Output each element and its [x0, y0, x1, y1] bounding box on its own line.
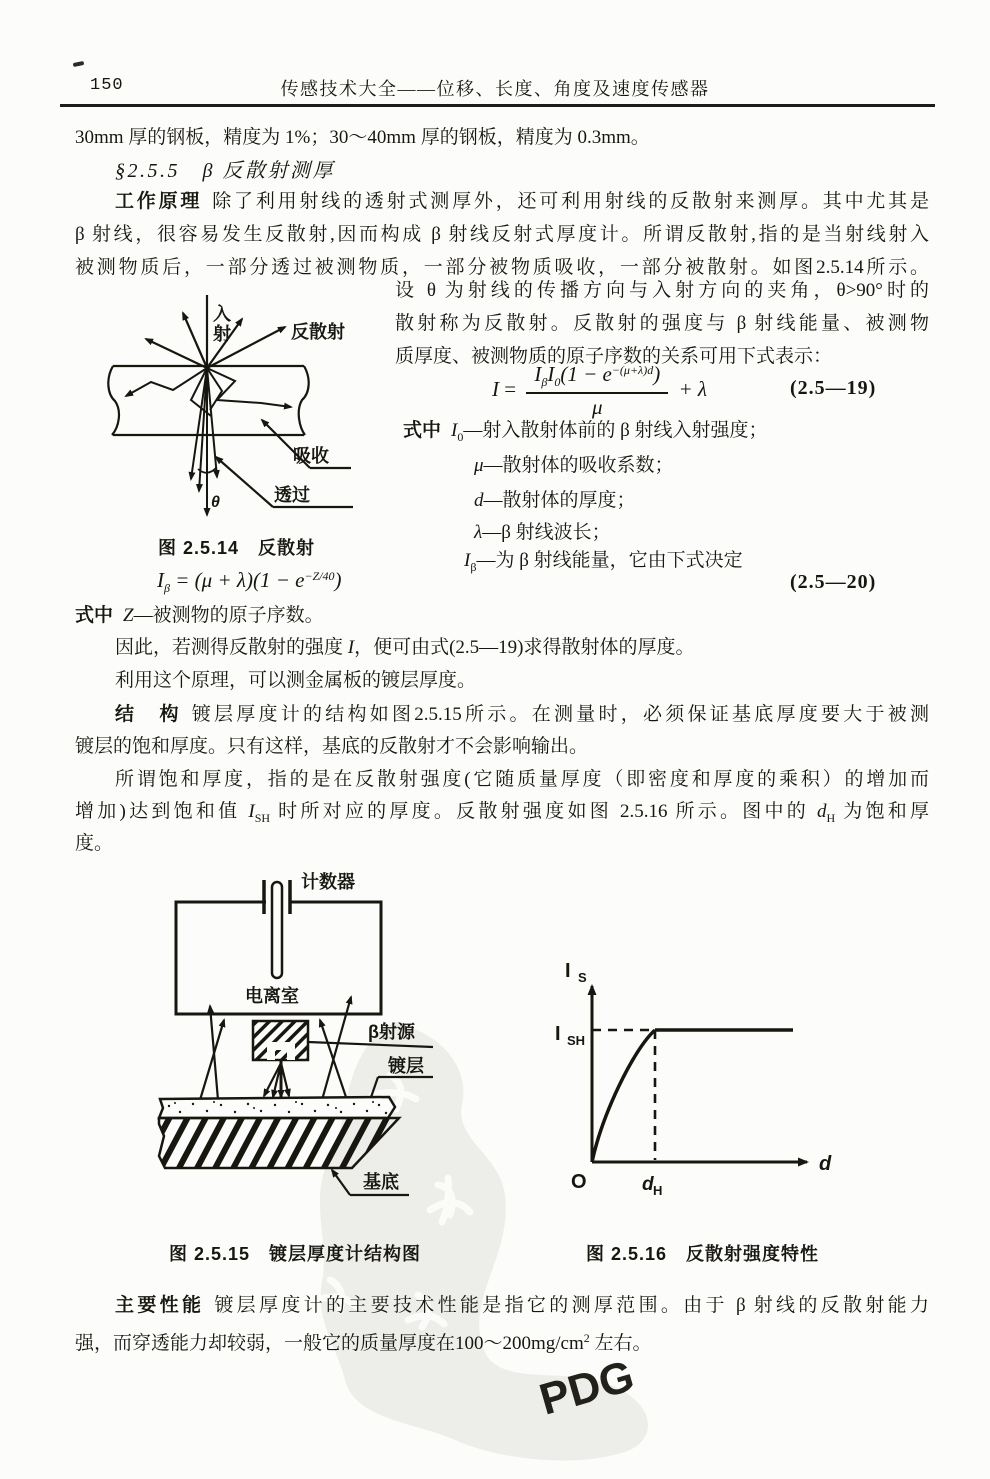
- coating-label: 镀层: [388, 1056, 424, 1076]
- backscatter-label: 反散射: [291, 322, 345, 342]
- paragraph-conclusion: 因此，若测得反散射的强度 I，便可由式(2.5—19)求得散射体的厚度。: [115, 637, 695, 658]
- equation-20-number: (2.5—20): [790, 571, 877, 593]
- eq19-tail: + λ: [678, 376, 708, 401]
- source-leader-line: [308, 1042, 433, 1047]
- source-label: β射源: [368, 1022, 415, 1042]
- x-axis-label: d: [819, 1153, 832, 1175]
- intro-line: 30mm 厚的钢板，精度为 1%；30～40mm 厚的钢板，精度为 0.3mm。: [75, 127, 650, 148]
- paragraph-saturation-line3: 度。: [75, 833, 114, 854]
- work-text1: 除了利用射线的透射式测厚外，还可利用射线的反散射来测厚。其中尤其是: [212, 191, 929, 212]
- paragraph-work-line2: β 射线，很容易发生反散射,因而构成 β 射线反射式厚度计。所谓反散射,指的是当射线射入: [75, 224, 929, 245]
- dh-tick-sub: H: [653, 1183, 663, 1198]
- figure-2-5-14-caption: 图 2.5.14 反散射: [158, 538, 316, 558]
- header-rule: [60, 104, 935, 107]
- is-axis-label: I: [565, 960, 571, 982]
- figure-2-5-16: [545, 950, 935, 1200]
- chamber-label: 电离室: [245, 986, 299, 1006]
- right-col-line2: 散射称为反散射。反散射的强度与 β 射线能量、被测物: [395, 313, 929, 334]
- performance-lead: 主要性能: [115, 1295, 205, 1316]
- source-beam-fan: [264, 1063, 289, 1097]
- theta-label: θ: [211, 494, 220, 511]
- figure-2-5-14: [95, 288, 375, 533]
- paragraph-work-line3: 被测物质后，一部分透过被测物质，一部分被物质吸收，一部分被散射。如图2.5.14所示。: [75, 257, 929, 278]
- def-mu: μ—散射体的吸收系数；: [474, 455, 674, 476]
- paragraph-performance-line2: 强，而穿透能力却较弱，一般它的质量厚度在$100\sim 200mg/cm^2$ 左右。: [75, 1331, 652, 1354]
- absorb-label: 吸收: [293, 446, 329, 466]
- ish-level-sub: SH: [567, 1033, 586, 1048]
- beta-source-block: [253, 1021, 308, 1060]
- section-heading: §2.5.5 β 反散射测厚: [115, 160, 335, 182]
- figure-2-5-15-caption: 图 2.5.15 镀层厚度计结构图: [169, 1244, 422, 1264]
- def-i0: 式中 $I_0—$射入散射体前的 β 射线入射强度；: [403, 420, 768, 444]
- def-ibeta: $I_\beta—$为 β 射线能量，它由下式决定: [464, 550, 743, 574]
- ish-level-label: I: [555, 1023, 561, 1045]
- incident-label-2: 射: [213, 324, 231, 344]
- page-number: 150: [90, 76, 124, 95]
- eq19-numerator: $I_\beta I_0(1 - e^{-(\mu+\lambda)d})$: [526, 362, 668, 394]
- right-col-line1: 设 θ 为射线的传播方向与入射方向的夹角，θ>90°时的: [395, 280, 929, 301]
- structure-lead: 结 构: [115, 704, 182, 725]
- dh-tick-label: d: [642, 1174, 654, 1195]
- paragraph-structure-line2: 镀层的饱和厚度。只有这样，基底的反散射才不会影响输出。: [75, 736, 589, 757]
- eq19-lhs: I: [492, 376, 499, 401]
- def-d: d—散射体的厚度；: [474, 490, 636, 511]
- counter-label: 计数器: [301, 872, 355, 892]
- eq19-denominator: μ: [592, 395, 603, 419]
- def-lambda: λ—β 射线波长；: [474, 522, 611, 543]
- running-title: 传感技术大全——位移、长度、角度及速度传感器: [280, 79, 710, 99]
- paragraph-principle-use: 利用这个原理，可以测金属板的镀层厚度。: [115, 670, 477, 691]
- equation-19: [492, 362, 707, 420]
- paragraph-performance-line1: 主要性能 镀层厚度计的主要技术性能是指它的测厚范围。由于 β 射线的反散射能力: [115, 1295, 929, 1316]
- watermark-pdg: PDG: [534, 1351, 640, 1425]
- eq19-rel: =: [504, 376, 517, 401]
- counter-tube: [272, 882, 282, 978]
- incident-label-1: 入: [213, 304, 231, 324]
- paragraph-structure-line1: 结 构 镀层厚度计的结构如图2.5.15所示。在测量时，必须保证基底厚度要大于被测: [115, 704, 929, 725]
- is-axis-sub: S: [578, 970, 587, 985]
- through-label: 透过: [274, 485, 310, 505]
- substrate-base: [159, 1118, 399, 1168]
- eq19-fraction: [526, 362, 668, 420]
- response-curve: [592, 1030, 655, 1162]
- coating-layer: [159, 1097, 395, 1118]
- figure-2-5-16-caption: 图 2.5.16 反散射强度特性: [586, 1244, 820, 1264]
- z-definition-line: 式中 Z—被测物的原子序数。: [75, 605, 324, 626]
- figure-2-5-15: [155, 866, 485, 1211]
- equation-20: $I_\beta = (\mu + \lambda)(1 - e^{-Z/40})$: [157, 568, 342, 595]
- paragraph-saturation-line1: 所谓饱和厚度，指的是在反散射强度(它随质量厚度（即密度和厚度的乘积）的增加而: [115, 769, 929, 790]
- base-label: 基底: [363, 1172, 399, 1192]
- right-col-line3: 质厚度、被测物质的原子序数的关系可用下式表示：: [395, 346, 833, 367]
- origin-label: O: [571, 1171, 587, 1193]
- work-lead: 工作原理: [115, 191, 203, 212]
- paragraph-work-line1: [115, 188, 929, 215]
- equation-19-number: (2.5—19): [790, 377, 877, 399]
- paragraph-saturation-line2: 增加)达到饱和值 $I_{SH}$ 时所对应的厚度。反散射强度如图 2.5.16 所示。图中的 $d_H$ 为饱和厚: [75, 801, 929, 825]
